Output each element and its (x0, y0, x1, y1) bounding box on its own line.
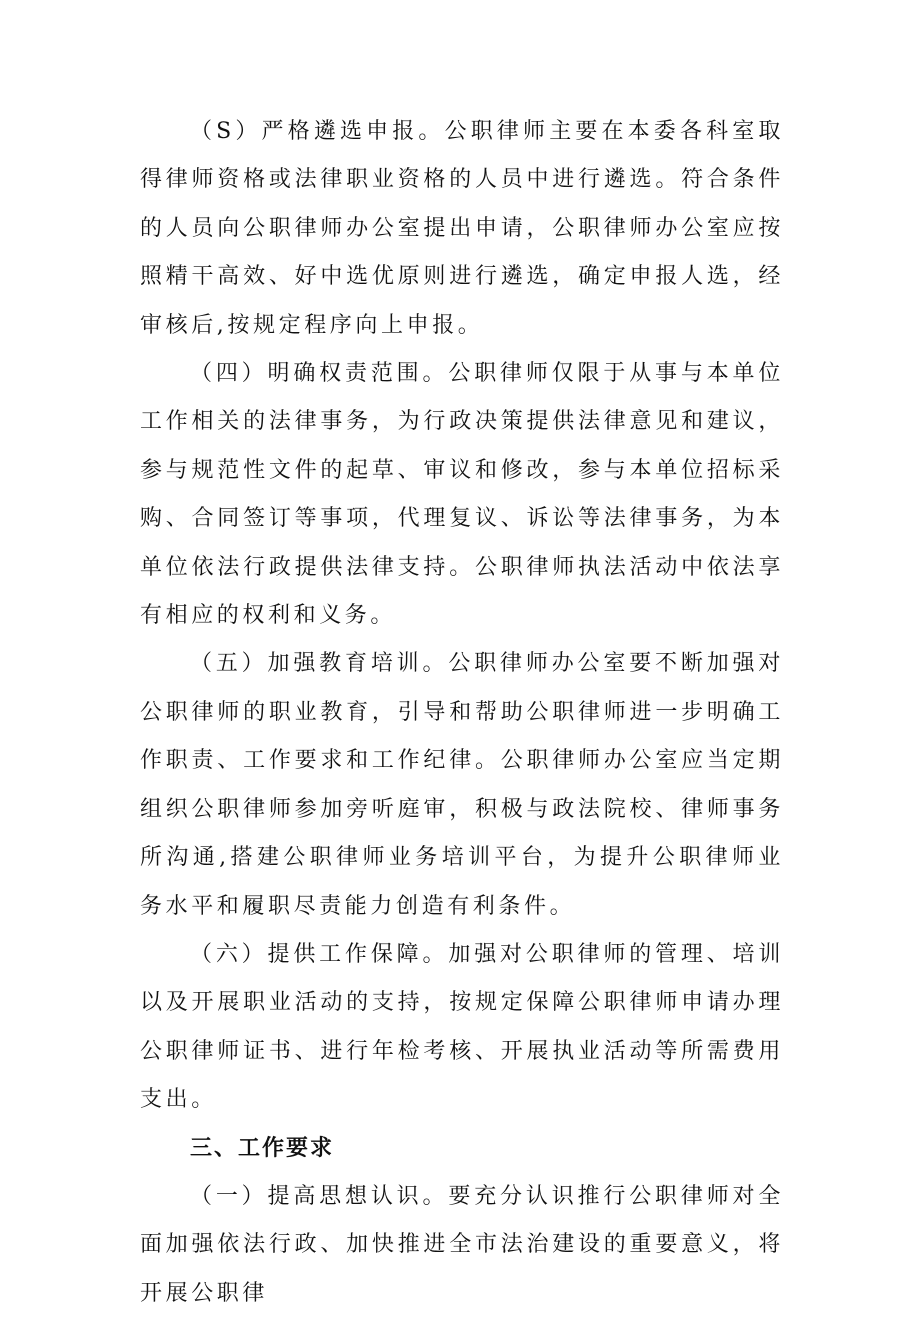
paragraph-raise-awareness: （一）提高思想认识。要充分认识推行公职律师对全面加强依法行政、加快推进全市法治建设的重要意义，将开展公职律 (140, 1183, 784, 1306)
paragraph-education-training: （五）加强教育培训。公职律师办公室要不断加强对公职律师的职业教育，引导和帮助公职律师进一步明确工作职责、工作要求和工作纪律。公职律师办公室应当定期组织公职律师参加旁听庭审，积极与政法院校、律师事务所沟通,搭建公职律师业务培训平台，为提升公职律师业务水平和履职尽责能力创造有利条件。 (140, 651, 784, 919)
paragraph-rights-scope: （四）明确权责范围。公职律师仅限于从事与本单位工作相关的法律事务，为行政决策提供法律意见和建议，参与规范性文件的起草、审议和修改，参与本单位招标采购、合同签订等事项，代理复议、诉讼等法律事务，为本单位依法行政提供法律支持。公职律师执法活动中依法享有相应的权利和义务。 (140, 361, 784, 629)
document-page (140, 108, 784, 1318)
section-heading-work-requirements: 三、工作要求 (190, 1135, 335, 1161)
paragraph-work-guarantee: （六）提供工作保障。加强对公职律师的管理、培训以及开展职业活动的支持，按规定保障公职律师申请办理公职律师证书、进行年检考核、开展执业活动等所需费用支出。 (140, 941, 784, 1113)
paragraph-selection-reporting: （S）严格遴选申报。公职律师主要在本委各科室取得律师资格或法律职业资格的人员中进行遴选。符合条件的人员向公职律师办公室提出申请，公职律师办公室应按照精干高效、好中选优原则进行遴选，确定申报人选，经审核后,按规定程序向上申报。 (140, 119, 784, 338)
